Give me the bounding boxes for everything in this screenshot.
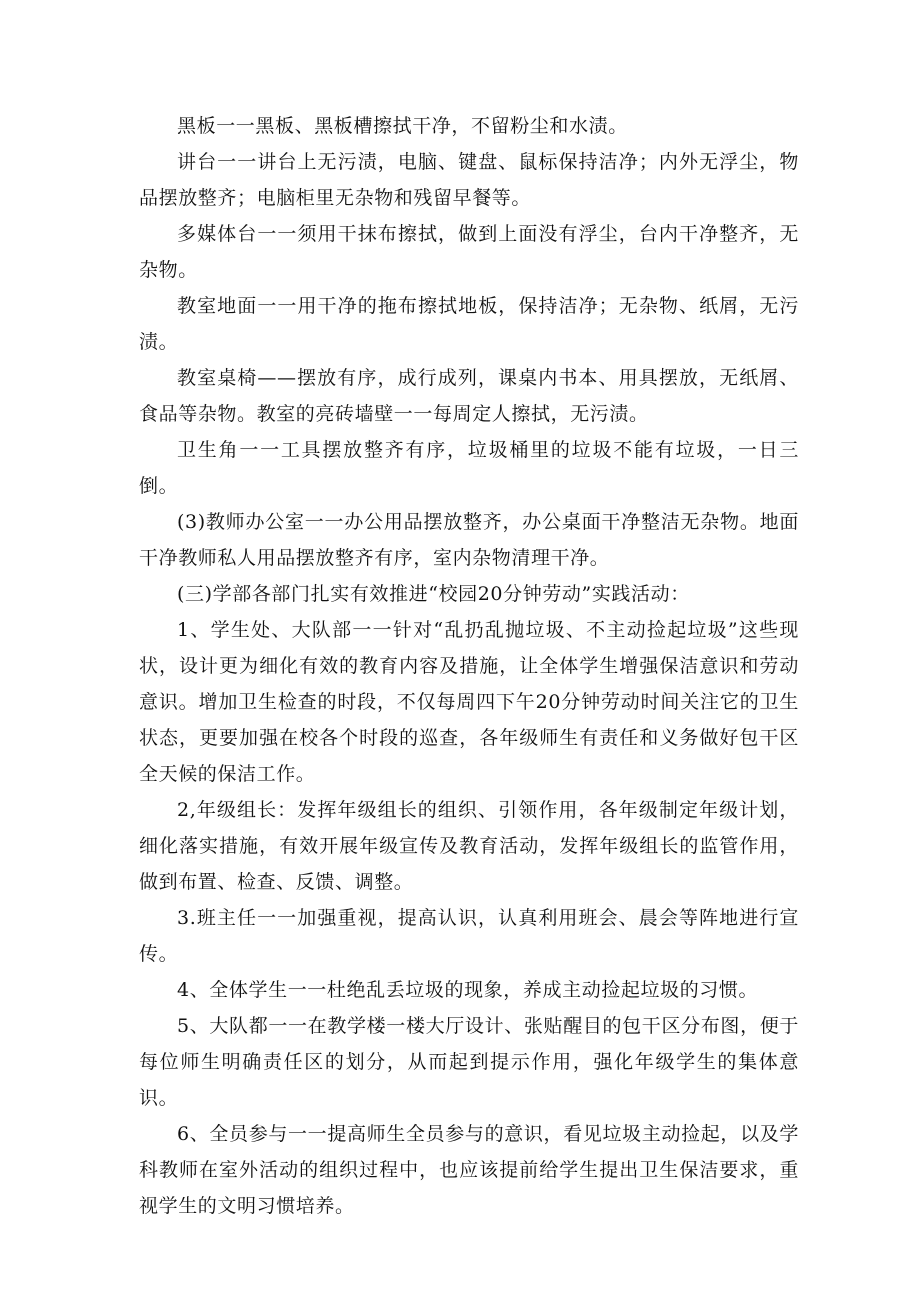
list-item-1-student-office: 1、学生处、大队部一一针对“乱扔乱抛垃圾、不主动捡起垃圾”这些现状，设计更为细化有效的教育内容及措施，让全体学生增强保洁意识和劳动意识。增加卫生检查的时段，不仅每周四下午20分钟劳动时间关注它的卫生状态，更要加强在校各个时段的巡查，各年级师生有责任和义务做好包干区全天候的保洁工作。 xyxy=(139,619,799,785)
list-item-4-all-students: 4、全体学生一一杜绝乱丢垃圾的现象，养成主动捡起垃圾的习惯。 xyxy=(177,979,759,1001)
paragraph-desks-chairs: 教室桌椅——摆放有序，成行成列，课桌内书本、用具摆放，无纸屑、食品等杂物。教室的亮砖墙壁一一每周定人擦拭，无污渍。 xyxy=(139,367,799,425)
paragraph-blackboard: 黑板一一黑板、黑板槽擦拭干净，不留粉尘和水渍。 xyxy=(177,115,628,137)
document-body xyxy=(139,108,799,1224)
paragraph-podium: 讲台一一讲台上无污渍，电脑、键盘、鼠标保持洁净；内外无浮尘，物品摆放整齐；电脑柜里无杂物和残留早餐等。 xyxy=(139,151,799,209)
list-item-3-class-teachers: 3.班主任一一加强重视，提高认识，认真利用班会、晨会等阵地进行宣传。 xyxy=(139,907,799,965)
paragraph-hygiene-corner: 卫生角一一工具摆放整齐有序，垃圾桶里的垃圾不能有垃圾，一日三倒。 xyxy=(139,439,799,497)
paragraph-multimedia-desk: 多媒体台一一须用干抹布擦拭，做到上面没有浮尘，台内干净整齐，无杂物。 xyxy=(139,223,799,281)
list-item-2-grade-leaders: 2,年级组长：发挥年级组长的组织、引领作用，各年级制定年级计划，细化落实措施，有效开展年级宣传及教育活动，发挥年级组长的监管作用，做到布置、检查、反馈、调整。 xyxy=(139,799,799,893)
list-item-6-all-participation: 6、全员参与一一提高师生全员参与的意识，看见垃圾主动捡起，以及学科教师在室外活动的组织过程中，也应该提前给学生提出卫生保洁要求，重视学生的文明习惯培养。 xyxy=(139,1123,799,1217)
paragraph-teacher-office: (3)教师办公室一一办公用品摆放整齐，办公桌面干净整洁无杂物。地面干净教师私人用品摆放整齐有序，室内杂物清理干净。 xyxy=(139,511,799,569)
paragraph-classroom-floor: 教室地面一一用干净的拖布擦拭地板，保持洁净；无杂物、纸屑，无污渍。 xyxy=(139,295,799,353)
list-item-5-brigade-department: 5、大队都一一在教学楼一楼大厅设计、张贴醒目的包干区分布图，便于每位师生明确责任区的划分，从而起到提示作用，强化年级学生的集体意识。 xyxy=(139,1015,799,1109)
section-heading-20-minute-labor: (三)学部各部门扎实有效推进“校园20分钟劳动”实践活动： xyxy=(177,583,690,605)
